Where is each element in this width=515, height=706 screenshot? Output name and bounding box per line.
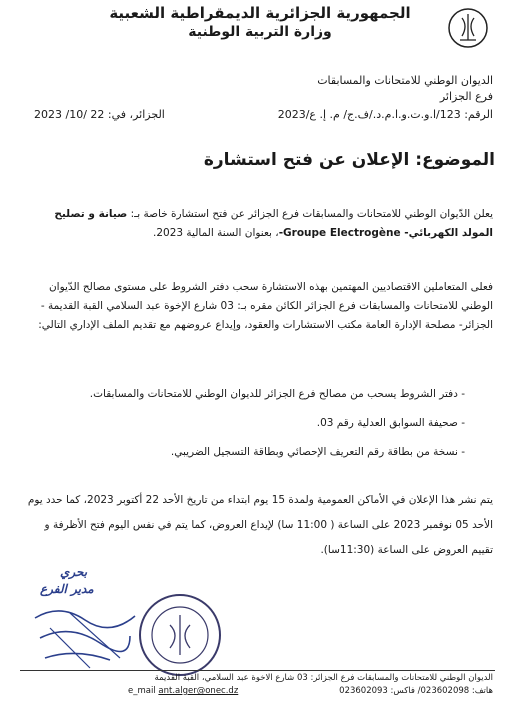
- announcement-tail: ، بعنوان السنة المالية 2023.: [152, 227, 279, 239]
- sender-branch: فرع الجزائر: [439, 90, 493, 103]
- paragraph-instructions: فعلى المتعاملين الاقتصاديين المهتمين بهذه الاستشارة سحب دفتر الشروط على مستوى مصالح الدّيوان الوطني للامتحانات والمسابقات فرع الجزائر الكائن مقره بـ: 03 شارع الإخوة عبد السلامي القبة القديمة - الجزائر- مصلحة الإدارة العامة مكتب الاستشارات والعقود، وإيداع عروضهم مع تقديم الملف الإداري التالي:: [38, 281, 493, 331]
- footer-address: الديوان الوطني للامتحانات والمسابقات فرع الجزائر: 03 شارع الاخوة عبد السلامي، القبة القديمة: [154, 673, 493, 683]
- signature-handwritten: بحري: [60, 565, 88, 579]
- email-label: e_mail: [128, 686, 159, 696]
- subject-title: الموضوع: الإعلان عن فتح استشارة: [203, 150, 495, 170]
- paragraph-deadlines: يتم نشر هذا الإعلان في الأماكن العمومية ولمدة 15 يوم ابتداء من تاريخ الأحد 22 أكتوبر 2023، كما حدد يوم الأحد 05 نوفمبر 2023 على الساعة ( 11:00 سا) لإيداع العروض، كما يتم في نفس اليوم فتح الأظرفة و تقييم العروض على الساعة (11:30سا).: [27, 494, 493, 556]
- signature-scribble-icon: [30, 598, 140, 678]
- footer-email: [128, 686, 238, 696]
- paragraph-announcement: [23, 205, 493, 243]
- announcement-lead: يعلن الدّيوان الوطني للامتحانات والمسابقات فرع الجزائر عن فتح استشارة خاصة بـ:: [127, 208, 493, 220]
- email-link[interactable]: ant.alger@onec.dz: [158, 686, 239, 696]
- ministry-emblem-icon: [446, 6, 490, 50]
- document-date: الجزائر، في: 22 /10/ 2023: [34, 108, 165, 121]
- announcement-object: صيانة و تصليح المولد الكهربائي- Groupe Electrogène-: [54, 208, 493, 239]
- official-stamp-icon: [135, 590, 225, 680]
- footer-divider: [20, 670, 495, 671]
- required-documents-list: [45, 380, 465, 467]
- list-item: - صحيفة السوابق العدلية رقم 03.: [316, 417, 465, 429]
- ministry-header: وزارة التربية الوطنية: [188, 24, 332, 40]
- list-item: - دفتر الشروط يسحب من مصالح فرع الجزائر للديوان الوطني للامتحانات والمسابقات.: [89, 388, 465, 400]
- sender-org: الديوان الوطني للامتحانات والمسابقات: [317, 74, 493, 87]
- republic-header: الجمهورية الجزائرية الديمقراطية الشعبية: [109, 4, 411, 22]
- footer-phones: هاتف: 023602098/ فاكس: 023602093: [339, 686, 493, 696]
- reference-number: الرقم: 123/ا.و.ت.و.ا.م.د./ف.ج/ م. إ. ع/2023: [277, 108, 493, 121]
- signature-role: مدير الفرع: [40, 582, 94, 596]
- list-item: - نسخة من بطاقة رقم التعريف الإحصائي وبطاقة التسجيل الضريبي.: [170, 446, 465, 458]
